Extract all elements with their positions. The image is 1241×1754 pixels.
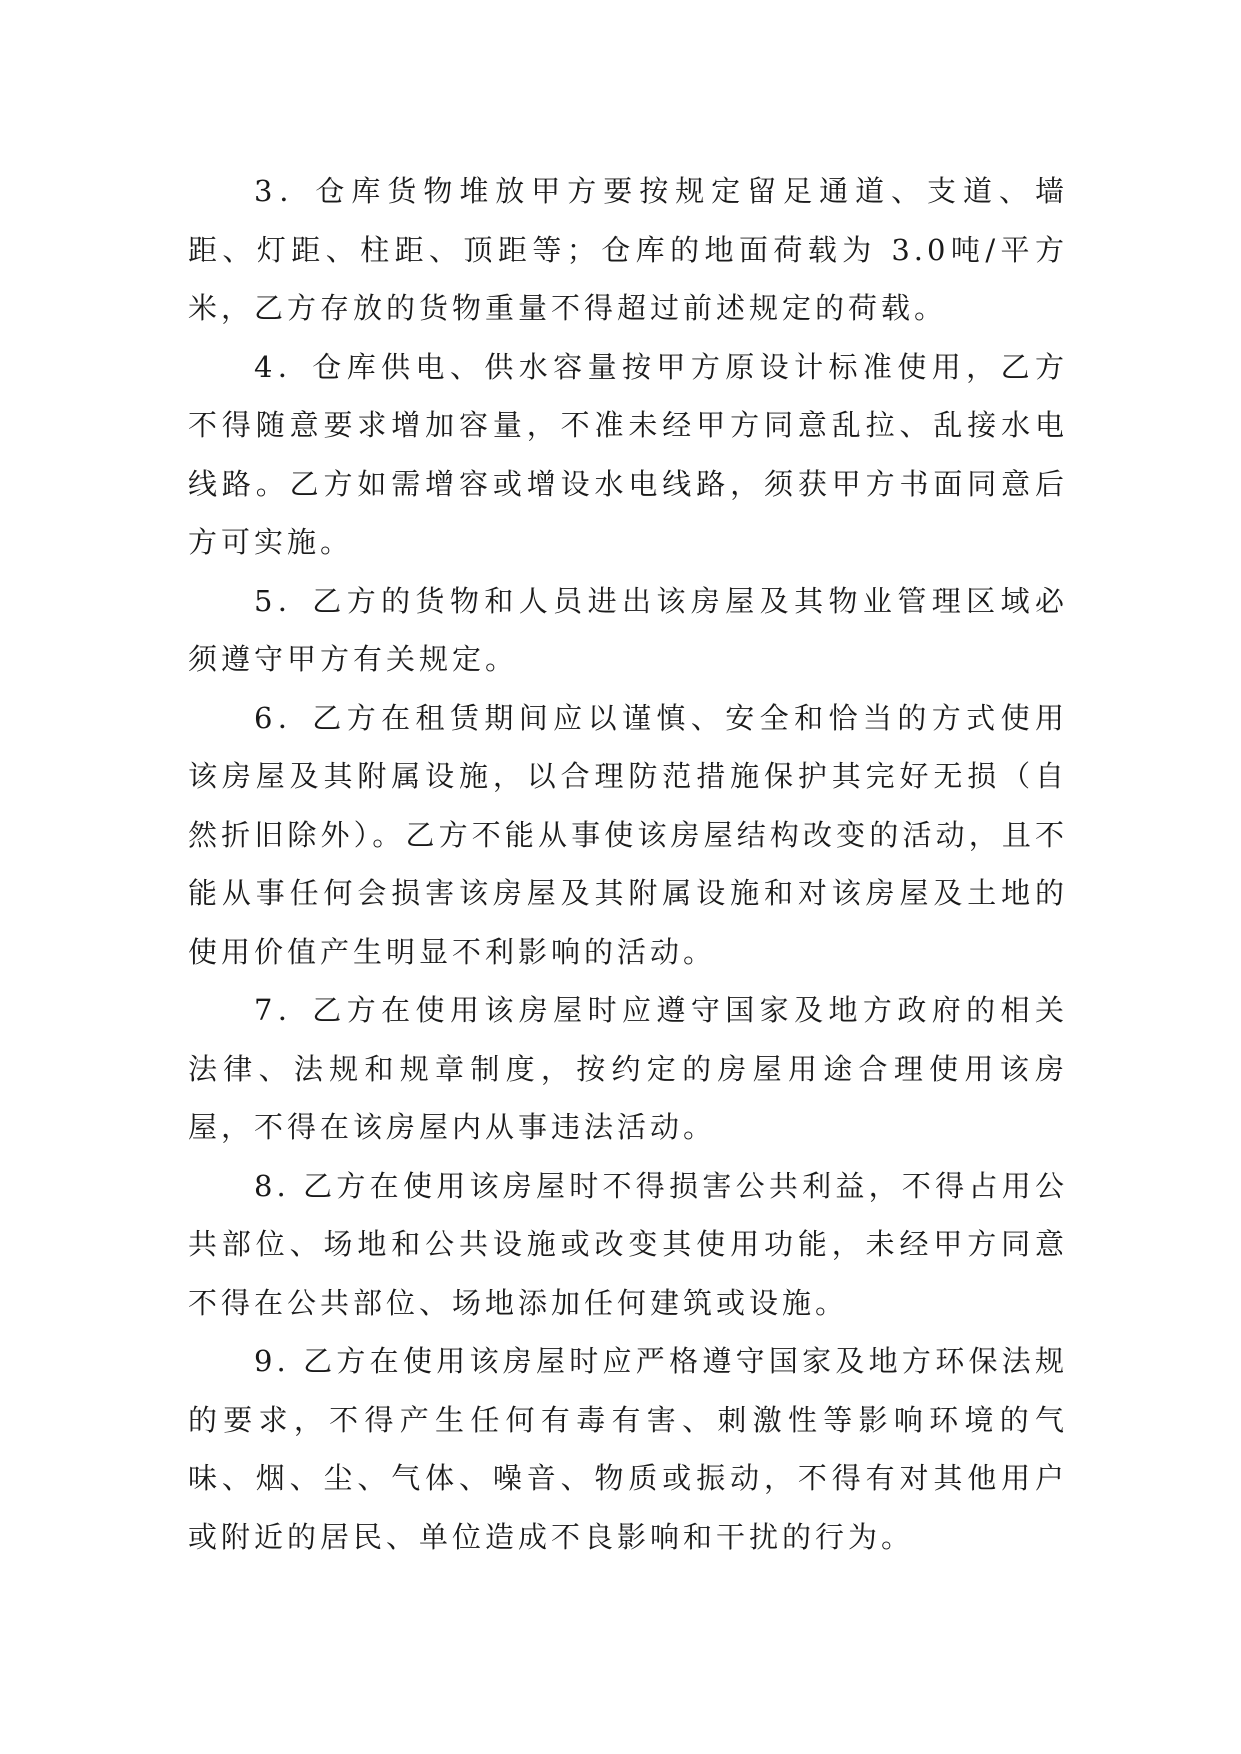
clause-8: 8. 乙方在使用该房屋时不得损害公共利益，不得占用公共部位、场地和公共设施或改变其使用功能，未经甲方同意不得在公共部位、场地添加任何建筑或设施。 <box>188 1168 1068 1320</box>
clause-9: 9. 乙方在使用该房屋时应严格遵守国家及地方环保法规的要求，不得产生任何有毒有害、刺激性等影响环境的气味、烟、尘、气体、噪音、物质或振动，不得有对其他用户或附近的居民、单位造成不良影响和干扰的行为。 <box>188 1344 1068 1554</box>
clause-6: 6．乙方在租赁期间应以谨慎、安全和恰当的方式使用该房屋及其附属设施，以合理防范措施保护其完好无损（自然折旧除外）。乙方不能从事使该房屋结构改变的活动，且不能从事任何会损害该房屋及其附属设施和对该房屋及土地的使用价值产生明显不利影响的活动。 <box>188 700 1068 969</box>
clause-3: 3．仓库货物堆放甲方要按规定留足通道、支道、墙距、灯距、柱距、顶距等；仓库的地面荷载为 3.0吨/平方米，乙方存放的货物重量不得超过前述规定的荷载。 <box>188 174 1068 325</box>
clause-4: 4．仓库供电、供水容量按甲方原设计标准使用，乙方不得随意要求增加容量，不准未经甲方同意乱拉、乱接水电线路。乙方如需增容或增设水电线路，须获甲方书面同意后方可实施。 <box>188 349 1068 559</box>
clause-5: 5．乙方的货物和人员进出该房屋及其物业管理区域必须遵守甲方有关规定。 <box>188 583 1068 676</box>
clause-7: 7．乙方在使用该房屋时应遵守国家及地方政府的相关法律、法规和规章制度，按约定的房屋用途合理使用该房屋，不得在该房屋内从事违法活动。 <box>188 993 1068 1144</box>
clause-list <box>188 162 1068 1566</box>
